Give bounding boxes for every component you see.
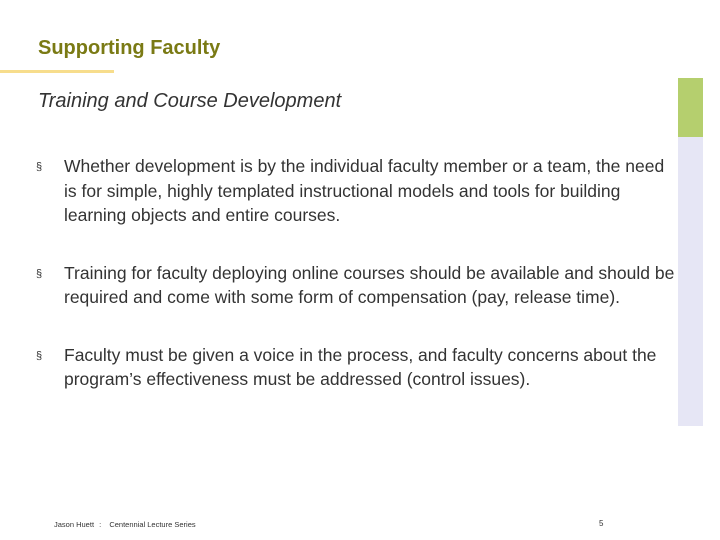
footer-author: Jason Huett [54, 520, 95, 529]
footer [54, 520, 196, 529]
footer-series: Centennial Lecture Series [109, 520, 196, 529]
bullet-list [36, 154, 676, 425]
bullet-item [36, 343, 676, 392]
page-number: 5 [599, 519, 604, 528]
footer-separator: : [99, 520, 102, 529]
slide-subtitle: Training and Course Development [38, 90, 342, 112]
bullet-item [36, 154, 676, 228]
bullet-item [36, 261, 676, 310]
accent-bar-green [678, 78, 703, 137]
title-underline [0, 70, 114, 73]
bullet-marker-icon: § [36, 267, 43, 280]
bullet-marker-icon: § [36, 349, 43, 362]
bullet-text: Faculty must be given a voice in the process, and faculty concerns about the program’s effectiveness must be addressed (control issues). [64, 344, 657, 389]
slide-title: Supporting Faculty [38, 37, 221, 59]
bullet-text: Whether development is by the individual faculty member or a team, the need is for simple, highly templated instructional models and tools for building learning objects and entire courses. [64, 156, 665, 225]
bullet-marker-icon: § [36, 161, 43, 173]
accent-bar-lavender [678, 137, 703, 426]
bullet-text: Training for faculty deploying online courses should be available and should be required and come with some form of compensation (pay, release time). [64, 262, 675, 307]
